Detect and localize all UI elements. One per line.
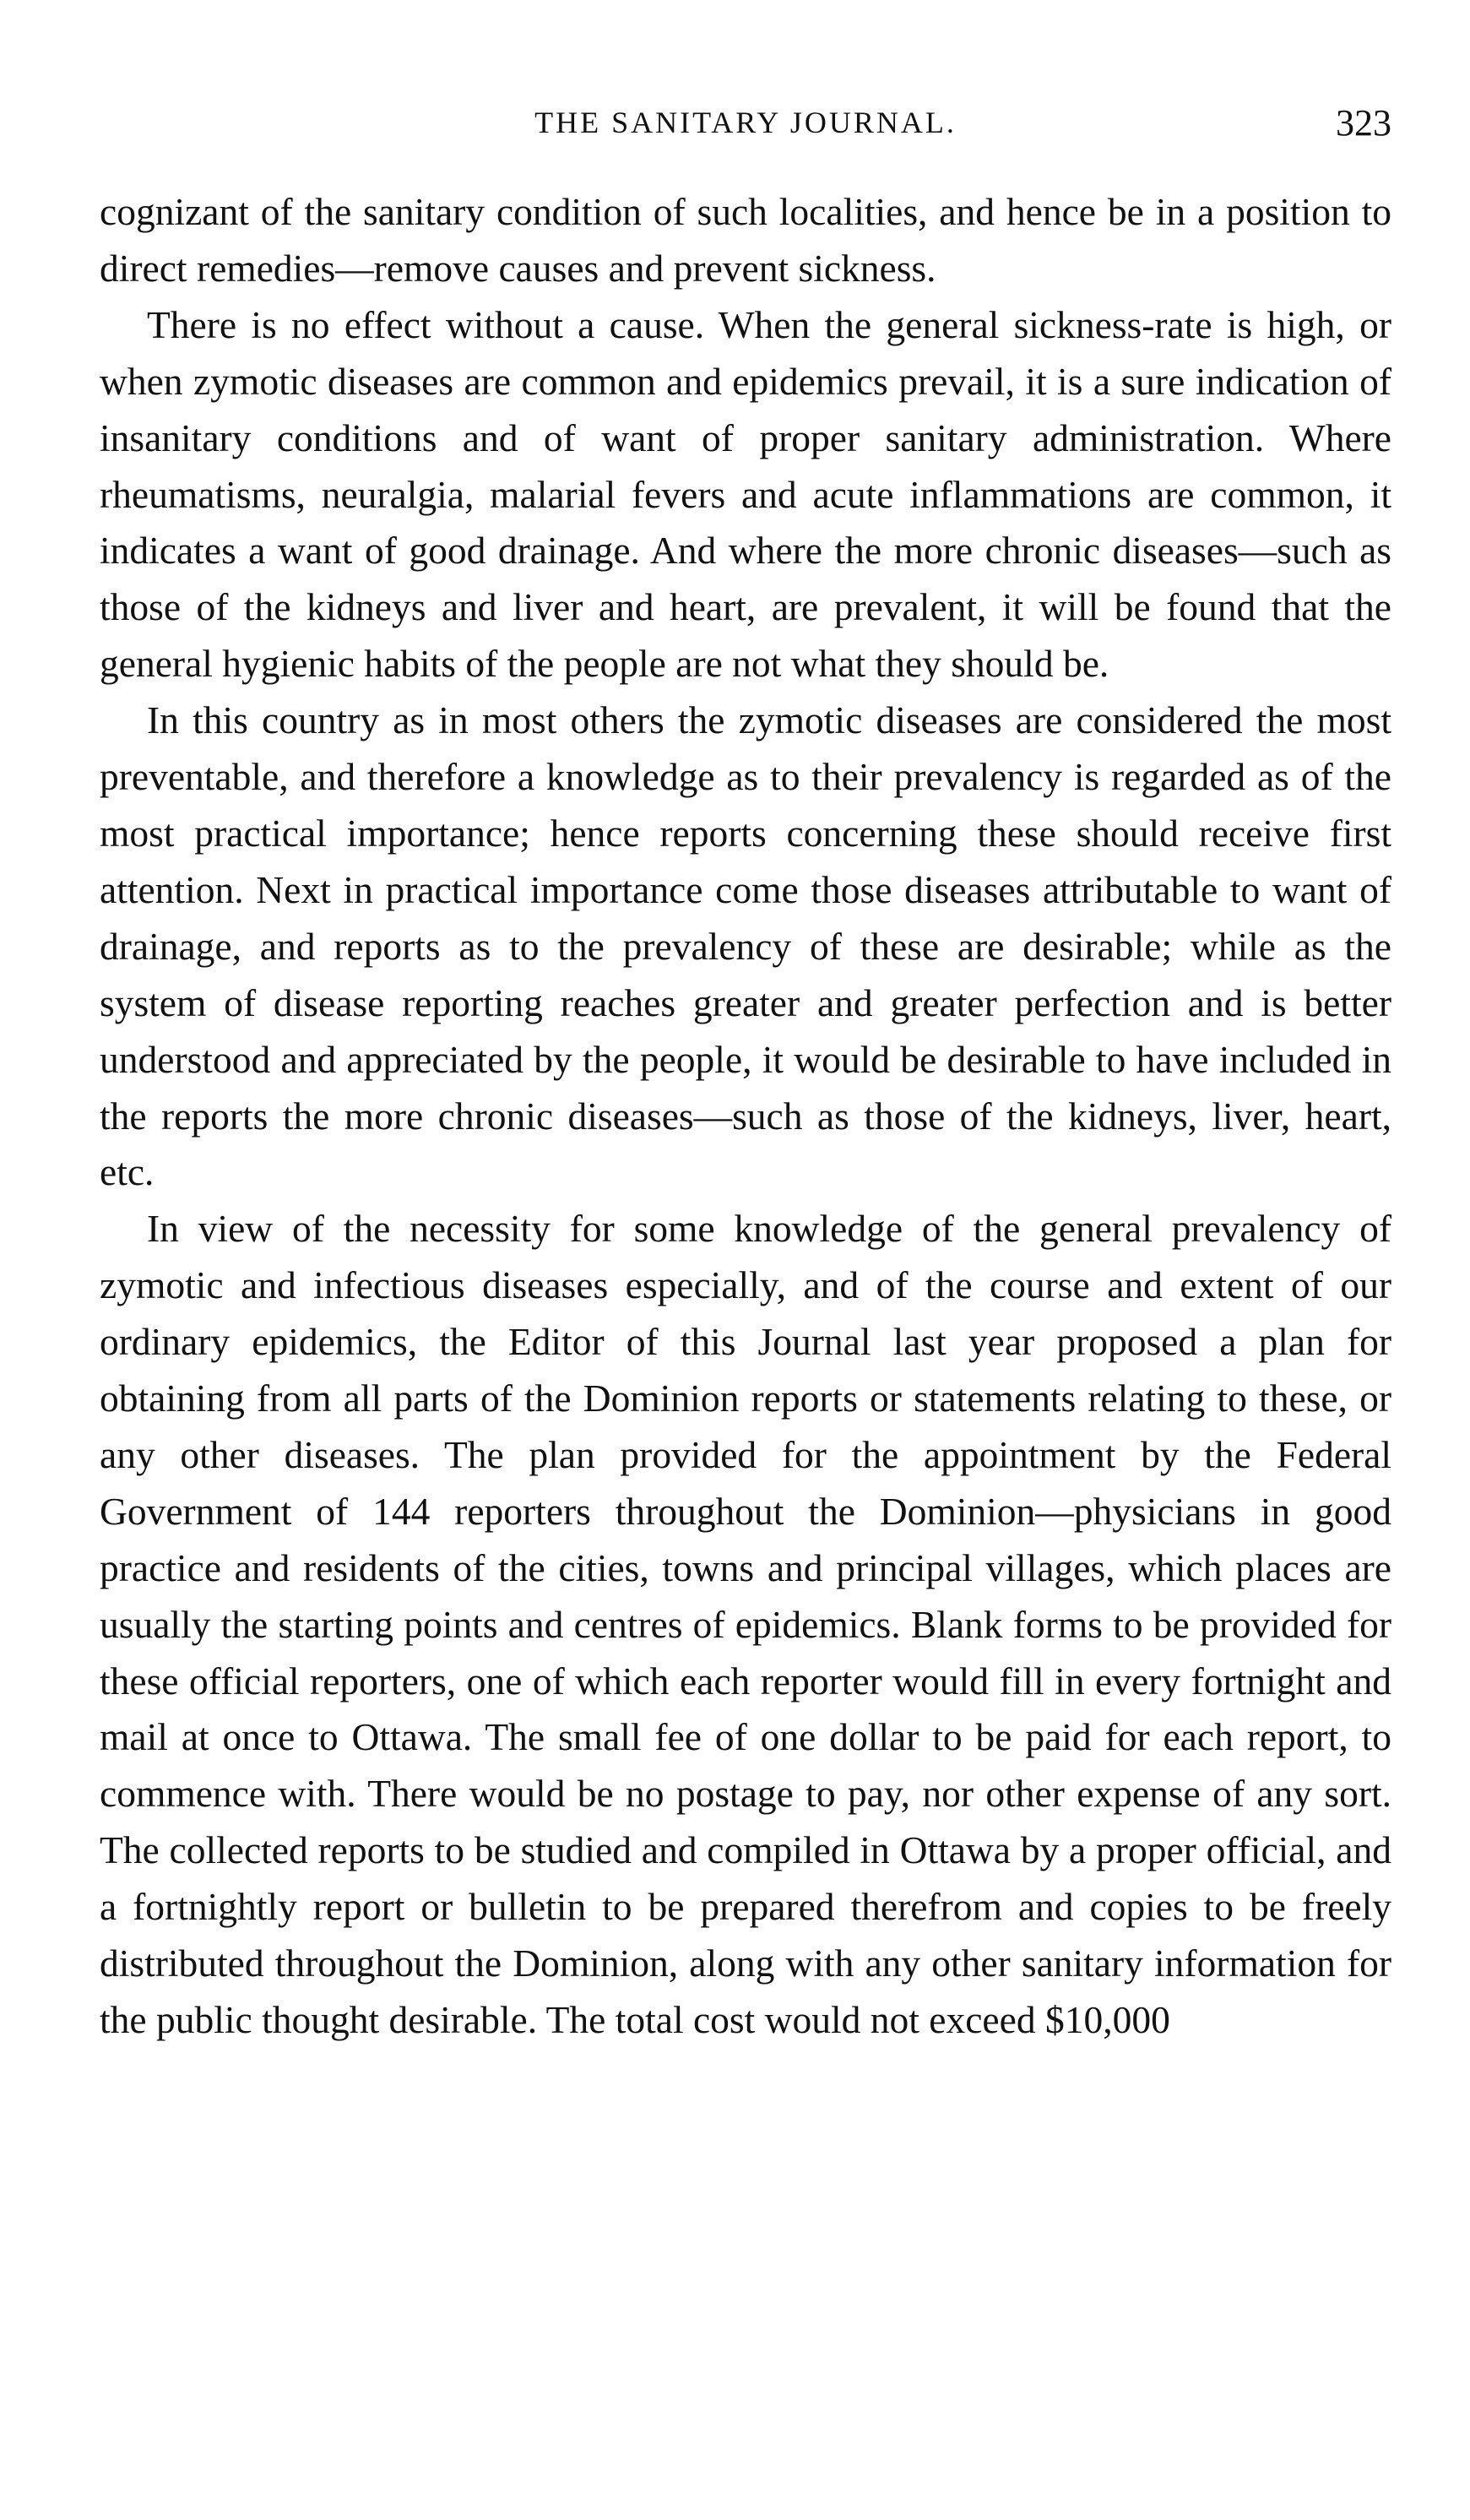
paragraph-sickness-rate: There is no effect without a cause. When the general sickness-rate is high, or when zymotic diseases are common and epidemics prevail, it is a sure indication of insanitary conditions and of want of proper sanitary administration. Where rheumatisms, neuralgia, malarial fevers and acute inflammations are common, it indicates a want of good drainage. And where the more chronic diseases—such as those of the kidneys and liver and heart, are prevalent, it will be found that the general hygienic habits of the people are not what they should be. xyxy=(100,302,1391,686)
page-number: 323 xyxy=(1336,102,1391,144)
running-head xyxy=(100,101,1391,152)
body-text xyxy=(100,184,1391,2049)
paragraph-zymotic-diseases: In this country as in most others the zymotic diseases are considered the most preventable, and therefore a knowledge as to their prevalency is regarded as of the most practical importance; hence reports concerning these should receive first attention. Next in practical importance come those diseases attributable to want of drainage, and reports as to the prevalency of these are desirable; while as the system of disease reporting reaches greater and greater perfection and is better understood and appreciated by the people, it would be desirable to have included in the reports the more chronic diseases—such as those of the kidneys, liver, heart, etc. xyxy=(100,698,1391,1194)
paragraph-continued: cognizant of the sanitary condition of such localities, and hence be in a position to direct remedies—remove causes and prevent sickness. xyxy=(100,190,1391,290)
journal-title: THE SANITARY JOURNAL. xyxy=(534,106,957,139)
paragraph-reporting-plan: In view of the necessity for some knowledge of the general prevalency of zymotic and infectious diseases especially, and of the course and extent of our ordinary epidemics, the Editor of this Journal last year proposed a plan for obtaining from all parts of the Dominion reports or statements relating to these, or any other diseases. The plan provided for the appointment by the Federal Government of 144 reporters throughout the Dominion—physicians in good practice and residents of the cities, towns and principal villages, which places are usually the starting points and centres of epidemics. Blank forms to be provided for these official reporters, one of which each reporter would fill in every fortnight and mail at once to Ottawa. The small fee of one dollar to be paid for each report, to commence with. There would be no postage to pay, nor other expense of any sort. The collected reports to be studied and compiled in Ottawa by a proper official, and a fortnightly report or bulletin to be prepared therefrom and copies to be freely distributed throughout the Dominion, along with any other sanitary information for the public thought desirable. The total cost would not exceed $10,000 xyxy=(100,1207,1391,2041)
